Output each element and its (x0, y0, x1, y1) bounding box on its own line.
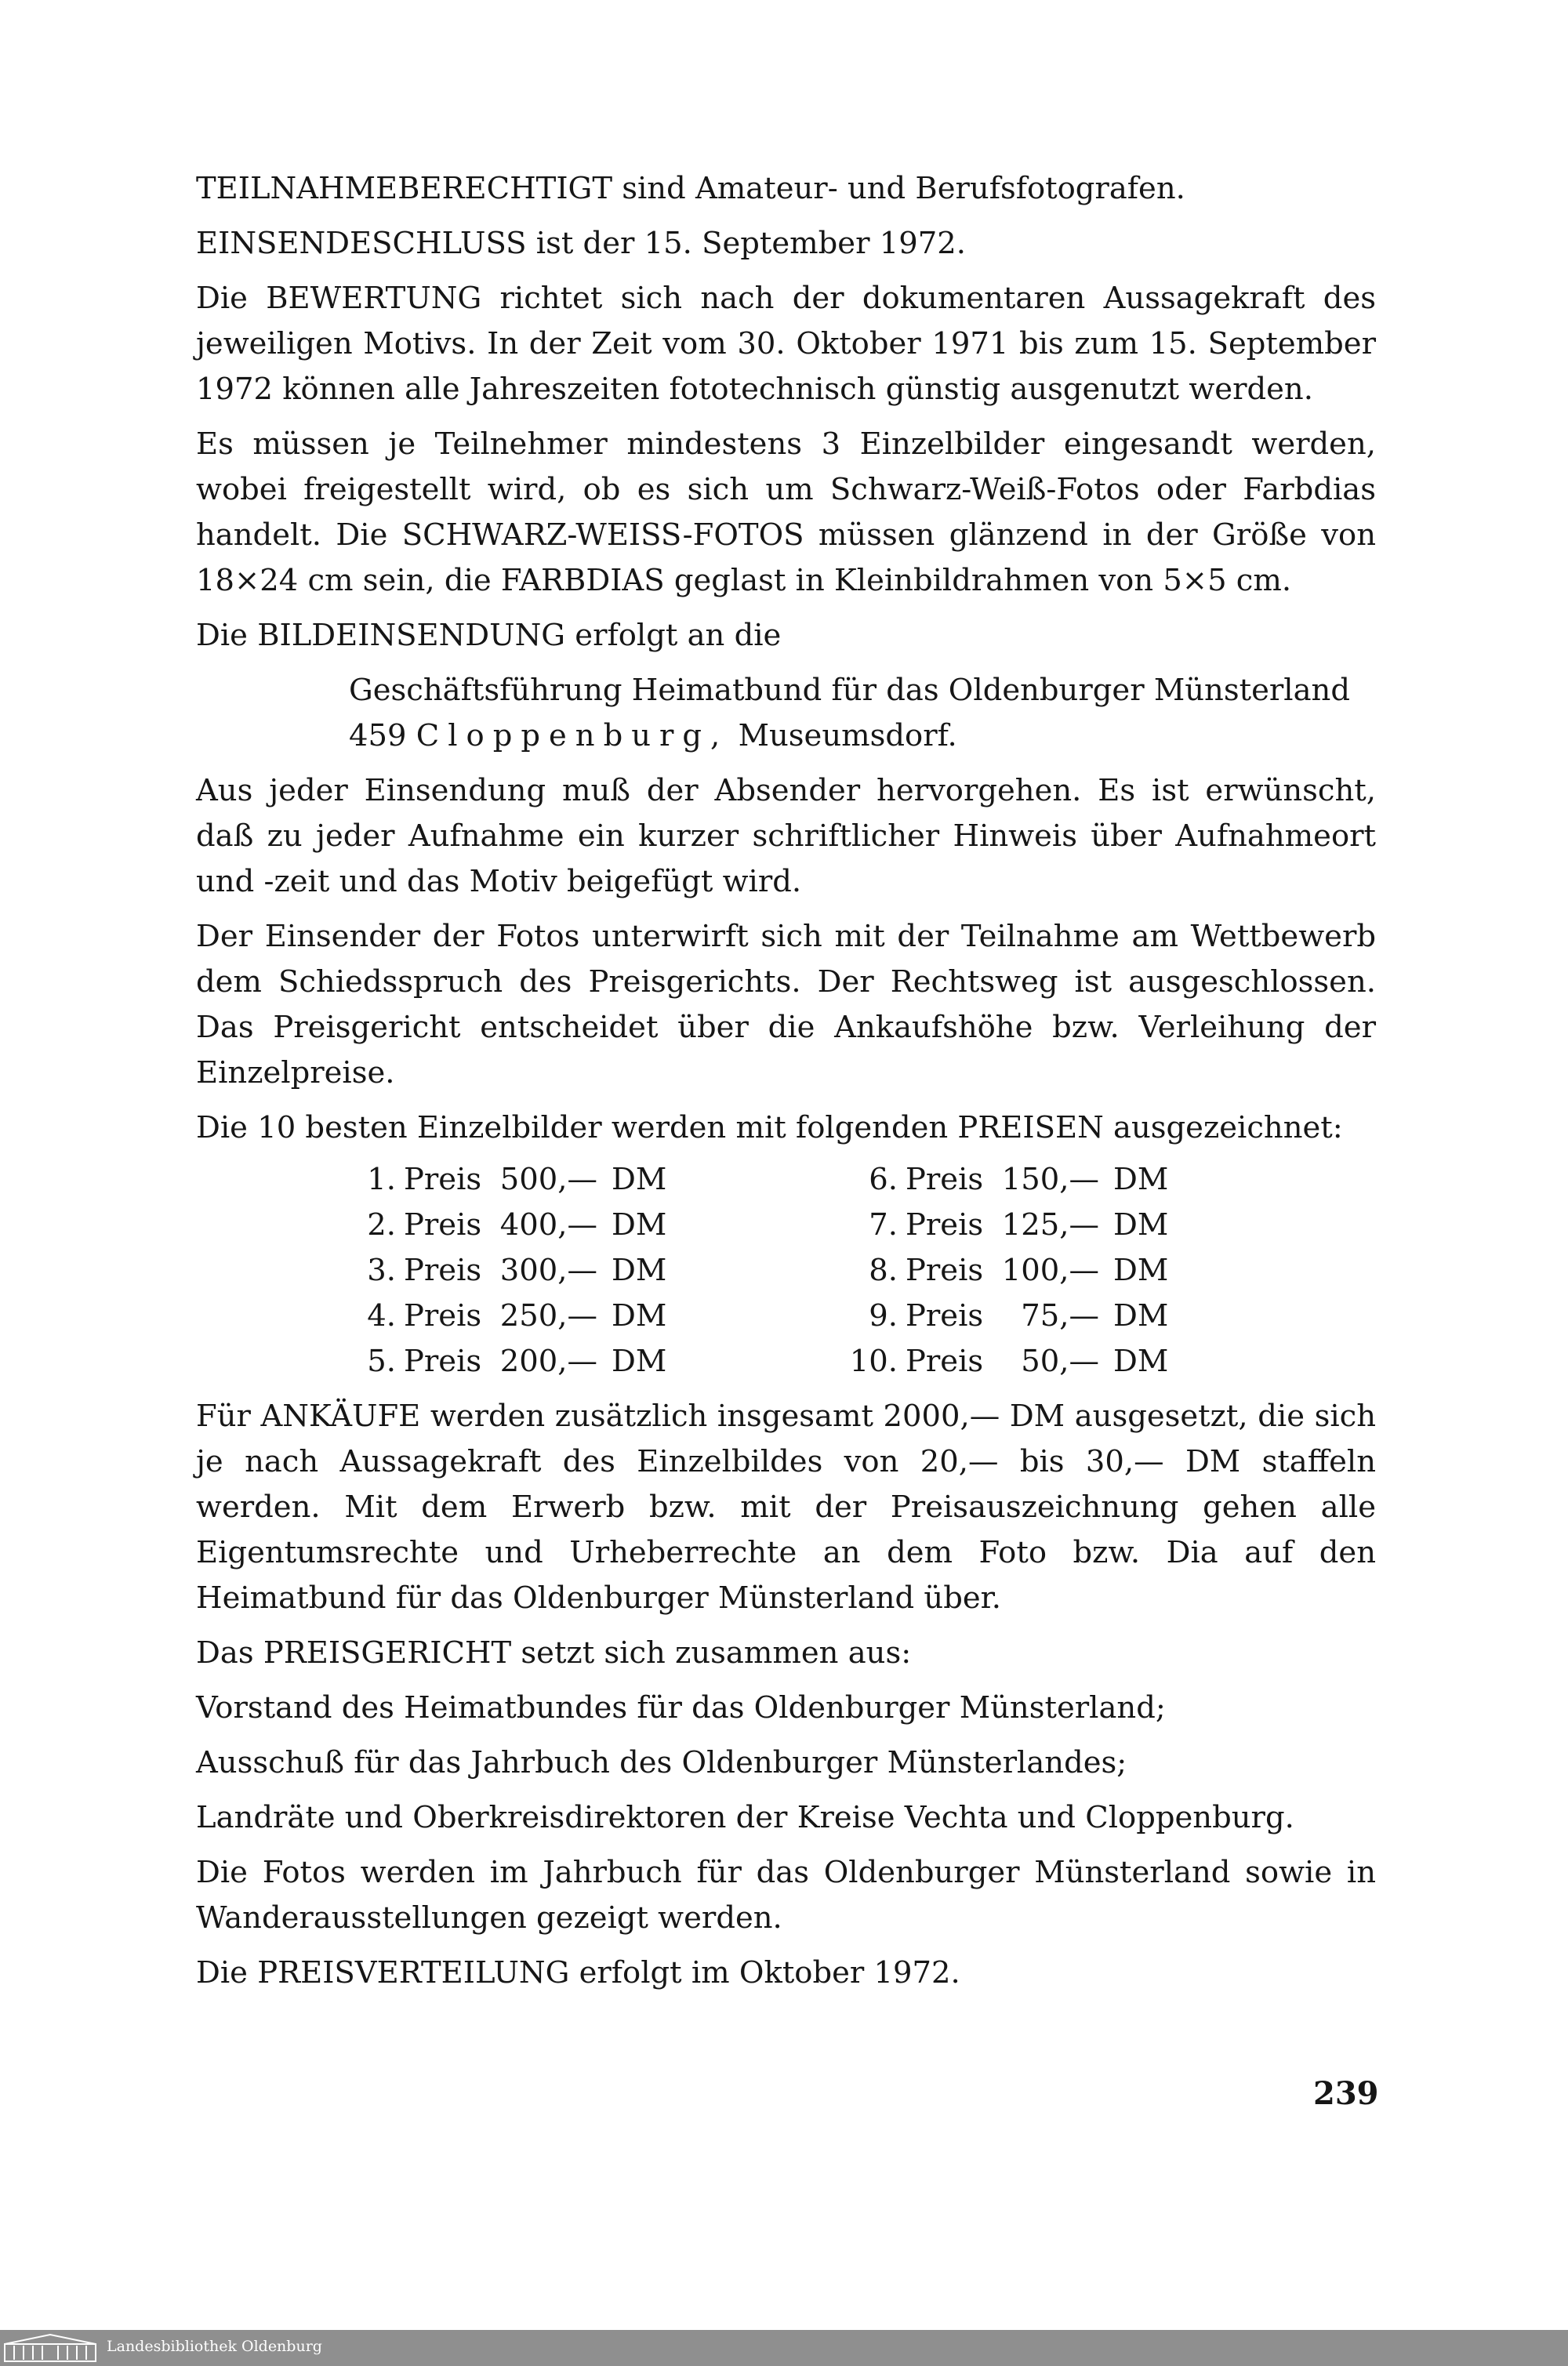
prize-amount: 150,— (1001, 1162, 1099, 1197)
prize-label: Preis (404, 1344, 482, 1379)
address-postcode: 459 (349, 718, 407, 753)
prize-amount: 50,— (1021, 1344, 1099, 1379)
prize-currency: DM (1113, 1344, 1169, 1379)
prize-currency: DM (612, 1344, 667, 1379)
paragraph-evaluation: Die BEWERTUNG richtet sich nach der dokumentaren Aussagekraft des jeweiligen Motivs. In der Zeit vom 30. Oktober 1971 bis zum 15. September 1972 können alle Jahreszeiten fototechnisch günstig ausgenutzt werden. (196, 281, 1376, 407)
paragraph-purchases: Für ANKÄUFE werden zusätzlich insgesamt 2000,— DM ausgesetzt, die sich je nach Aussagekraft des Einzelbildes von 20,— bis 30,— DM staffeln werden. Mit dem Erwerb bzw. mit der Preisauszeichnung gehen alle Eigentumsrechte und Urheberrechte an dem Foto bzw. Dia auf den Heimatbund für das Oldenburger Münsterland über. (196, 1399, 1376, 1616)
address-street: Museumsdorf. (738, 718, 957, 753)
library-building-icon (3, 2333, 97, 2363)
paragraph-jury-member-2: Ausschuß für das Jahrbuch des Oldenburger Münsterlandes; (196, 1745, 1127, 1780)
prize-amount: 300,— (499, 1253, 597, 1288)
paragraph-prizes-intro: Die 10 besten Einzelbilder werden mit folgenden PREISEN ausgezeichnet: (196, 1110, 1343, 1145)
prize-currency: DM (1113, 1207, 1169, 1243)
prize-currency: DM (612, 1162, 667, 1197)
footer-bar (0, 2330, 1568, 2366)
prize-currency: DM (1113, 1162, 1169, 1197)
footer-library-name: Landesbibliothek Oldenburg (107, 2338, 322, 2355)
postal-address (196, 668, 1376, 759)
prize-label: Preis (906, 1207, 984, 1243)
prize-label: Preis (906, 1298, 984, 1334)
address-line-1: Geschäftsführung Heimatbund für das Oldenburger Münsterland (349, 673, 1350, 708)
prize-rank: 5. (367, 1344, 396, 1379)
paragraph-jury-intro: Das PREISGERICHT setzt sich zusammen aus: (196, 1635, 912, 1671)
prize-rank: 1. (367, 1162, 396, 1197)
body-text (196, 166, 1376, 2005)
prize-currency: DM (612, 1298, 667, 1334)
prize-amount: 75,— (1021, 1298, 1099, 1334)
address-line-2 (349, 713, 1376, 759)
paragraph-publication: Die Fotos werden im Jahrbuch für das Oldenburger Münsterland sowie in Wanderausstellungen gezeigt werden. (196, 1855, 1376, 1936)
paragraph-submission-format: Es müssen je Teilnehmer mindestens 3 Einzelbilder eingesandt werden, wobei freigestellt wird, ob es sich um Schwarz-Weiß-Fotos oder Farbdias handelt. Die SCHWARZ-WEISS-FOTOS müssen glänzend in der Größe von 18×24 cm sein, die FARBDIAS geglast in Kleinbildrahmen von 5×5 cm. (196, 426, 1376, 598)
prize-amount: 100,— (1001, 1253, 1099, 1288)
prize-amount: 200,— (499, 1344, 597, 1379)
prize-rank: 6. (869, 1162, 898, 1197)
paragraph-submission-address-intro: Die BILDEINSENDUNG erfolgt an die (196, 618, 782, 653)
prize-rank: 7. (869, 1207, 898, 1243)
prize-label: Preis (906, 1253, 984, 1288)
prize-label: Preis (404, 1207, 482, 1243)
prize-amount: 400,— (499, 1207, 597, 1243)
prize-rank: 3. (367, 1253, 396, 1288)
prize-label: Preis (404, 1253, 482, 1288)
prize-label: Preis (906, 1162, 984, 1197)
prize-currency: DM (1113, 1253, 1169, 1288)
paragraph-deadline: EINSENDESCHLUSS ist der 15. September 1972. (196, 226, 966, 261)
paragraph-sender-info: Aus jeder Einsendung muß der Absender hervorgehen. Es ist erwünscht, daß zu jeder Aufnahme ein kurzer schriftlicher Hinweis über Aufnahmeort und -zeit und das Motiv beigefügt wird. (196, 773, 1376, 899)
prize-label: Preis (404, 1162, 482, 1197)
prize-label: Preis (404, 1298, 482, 1334)
prize-currency: DM (612, 1253, 667, 1288)
prize-label: Preis (906, 1344, 984, 1379)
prize-amount: 250,— (499, 1298, 597, 1334)
prize-rank: 8. (869, 1253, 898, 1288)
prize-amount: 500,— (499, 1162, 597, 1197)
prize-currency: DM (612, 1207, 667, 1243)
page-number: 239 (1313, 2075, 1379, 2112)
address-city: Cloppenburg, (416, 718, 729, 753)
paragraph-eligibility: TEILNAHMEBERECHTIGT sind Amateur- und Berufsfotografen. (196, 171, 1185, 206)
prize-table (196, 1157, 1376, 1384)
prize-rank: 9. (869, 1298, 898, 1334)
prize-rank: 2. (367, 1207, 396, 1243)
prize-amount: 125,— (1001, 1207, 1099, 1243)
prize-rank: 4. (367, 1298, 396, 1334)
paragraph-jury-member-1: Vorstand des Heimatbundes für das Oldenburger Münsterland; (196, 1690, 1166, 1726)
paragraph-jury-member-3: Landräte und Oberkreisdirektoren der Kreise Vechta und Cloppenburg. (196, 1800, 1294, 1835)
prize-currency: DM (1113, 1298, 1169, 1334)
paragraph-award-ceremony: Die PREISVERTEILUNG erfolgt im Oktober 1972. (196, 1955, 960, 1990)
prize-rank: 10. (849, 1344, 898, 1379)
paragraph-jury-terms: Der Einsender der Fotos unterwirft sich mit der Teilnahme am Wettbewerb dem Schiedsspruch des Preisgerichts. Der Rechtsweg ist ausgeschlossen. Das Preisgericht entscheidet über die Ankaufshöhe bzw. Verleihung der Einzelpreise. (196, 919, 1376, 1090)
